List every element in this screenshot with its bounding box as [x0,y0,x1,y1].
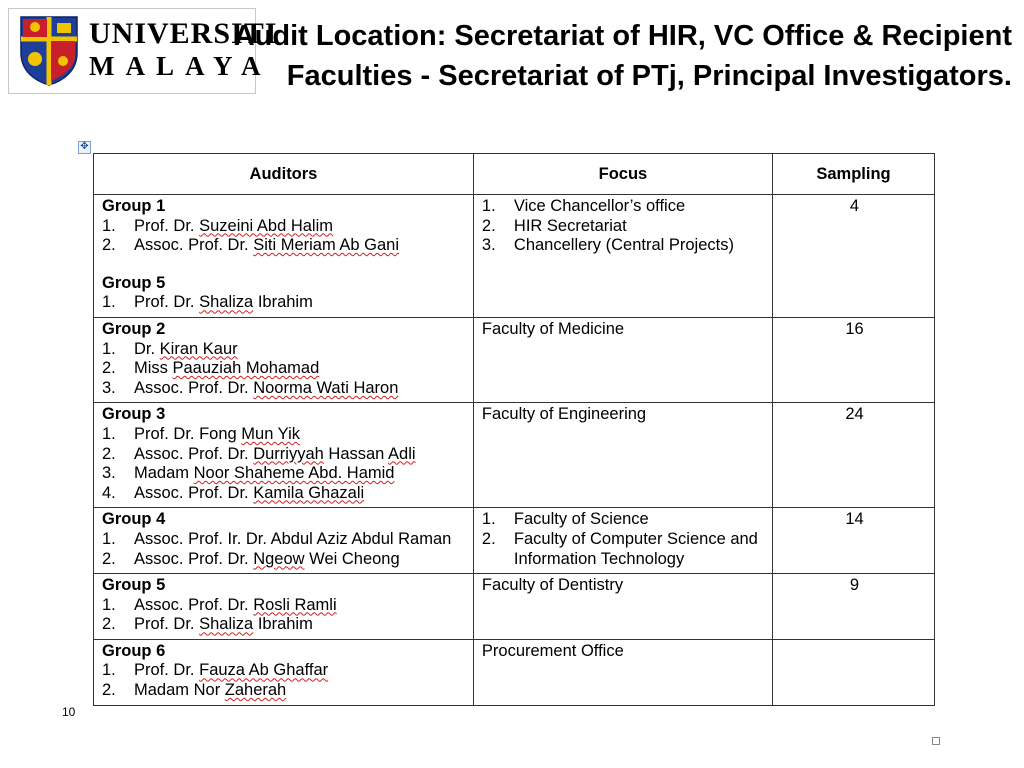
auditor-item [102,379,467,399]
list-number: 3. [481,236,496,255]
group-name: Group 6 [102,641,166,660]
focus-text: Faculty of Science [513,510,649,529]
slide-number: 10 [62,705,76,719]
proper-name: Noorma Wati Haron [253,378,399,397]
list-number: 2. [481,216,496,235]
list-number: 3. [102,464,116,483]
auditor-item [102,340,467,360]
focus-cell [473,195,772,318]
focus-item [482,510,766,530]
group-spacer [102,256,467,274]
proper-name: Mun Yik [241,424,300,443]
group-name: Group 2 [102,319,166,338]
list-number: 1. [481,510,496,529]
auditor-name: Prof. Dr. Fauza Ab Ghaffar [134,661,329,680]
auditors-cell [94,317,474,402]
auditor-name: Prof. Dr. Shaliza Ibrahim [134,615,313,634]
list-number: 2. [102,615,116,634]
proper-name: Shaliza [199,615,254,634]
auditor-list [102,340,467,399]
list-number: 2. [102,236,116,255]
focus-list [482,510,766,569]
slide-title: Audit Location: Secretariat of HIR, VC Office & Recipient Faculties - Secretariat of PTj, Principal Investigators. [233,20,1012,92]
audit-table [93,153,935,706]
auditor-name: Prof. Dr. Shaliza Ibrahim [134,293,313,312]
auditor-list [102,293,467,313]
auditor-item [102,484,467,504]
auditor-name: Assoc. Prof. Ir. Dr. Abdul Aziz Abdul Raman [134,529,452,548]
auditor-name: Dr. Kiran Kaur [134,339,238,358]
list-number: 2. [102,359,116,378]
proper-name: Suzeini Abd Halim [199,216,334,235]
focus-text: Faculty of Dentistry [481,576,624,595]
logo-text-malaya: MALAYA [89,51,272,81]
proper-name: Zaherah [224,681,287,700]
focus-cell [473,317,772,402]
header-sampling: Sampling [772,154,934,195]
list-number: 2. [481,529,496,548]
auditor-list [102,596,467,635]
table-row [94,195,935,318]
focus-text: Faculty of Computer Science and Information Technology [513,529,758,568]
auditor-name: Miss Paauziah Mohamad [134,359,320,378]
auditor-item [102,681,467,701]
list-number: 2. [102,681,116,700]
auditor-item [102,425,467,445]
focus-text: Faculty of Medicine [481,319,625,338]
focus-cell [473,508,772,574]
auditor-item [102,445,467,465]
proper-name: Durriyyah [253,444,324,463]
proper-name: Rosli Ramli [253,595,337,614]
list-number: 1. [102,661,116,680]
auditor-item [102,217,467,237]
auditor-name: Madam Nor Zaherah [134,681,287,700]
auditor-name: Madam Noor Shaheme Abd. Hamid [134,464,395,483]
auditor-list [102,217,467,256]
focus-cell [473,639,772,705]
sampling-cell: 4 [772,195,934,318]
auditor-item [102,530,467,550]
auditor-item [102,293,467,313]
list-number: 1. [102,529,116,548]
group-name: Group 5 [102,273,166,292]
proper-name: Shaliza [199,293,254,312]
auditor-item [102,236,467,256]
proper-name: Ngeow [253,549,305,568]
proper-name: Kamila Ghazali [253,483,365,502]
focus-item [482,236,766,256]
group-name: Group 3 [102,405,166,424]
list-number: 2. [102,444,116,463]
logo-text-universiti: UNIVERSITI [89,17,278,50]
list-number: 4. [102,483,116,502]
auditor-name: Prof. Dr. Fong Mun Yik [134,424,300,443]
group-name: Group 4 [102,510,166,529]
auditors-cell [94,574,474,640]
auditor-name: Assoc. Prof. Dr. Kamila Ghazali [134,483,365,502]
auditors-cell [94,195,474,318]
table-row [94,508,935,574]
auditor-name: Prof. Dr. Suzeini Abd Halim [134,216,334,235]
group-name: Group 1 [102,197,166,215]
group-name: Group 5 [102,576,166,595]
auditor-list [102,661,467,700]
list-number: 3. [102,378,116,397]
auditors-cell [94,639,474,705]
proper-name: Kiran Kaur [159,339,238,358]
header-auditors: Auditors [94,154,474,195]
auditor-item [102,464,467,484]
focus-text: HIR Secretariat [513,216,627,235]
list-number: 1. [102,424,116,443]
auditors-cell [94,508,474,574]
focus-list [482,197,766,256]
focus-item [482,530,766,569]
proper-name: Siti Meriam Ab Gani [253,236,400,255]
auditor-item [102,359,467,379]
focus-text: Procurement Office [481,641,624,660]
table-header-row [94,154,935,195]
auditor-name: Assoc. Prof. Dr. Siti Meriam Ab Gani [134,236,400,255]
auditor-name: Assoc. Prof. Dr. Durriyyah Hassan Adli [134,444,416,463]
auditor-item [102,661,467,681]
auditor-list [102,530,467,569]
sampling-cell: 24 [772,403,934,508]
proper-name: Fauza Ab Ghaffar [199,661,329,680]
list-number: 1. [102,595,116,614]
focus-item [482,217,766,237]
auditor-list [102,425,467,503]
table-row [94,639,935,705]
proper-name: Paauziah Mohamad [172,359,320,378]
list-number: 1. [102,293,116,312]
focus-item [482,197,766,217]
proper-name: Noor Shaheme Abd. Hamid [193,464,395,483]
sampling-cell: 14 [772,508,934,574]
auditor-name: Assoc. Prof. Dr. Ngeow Wei Cheong [134,549,400,568]
focus-cell [473,574,772,640]
auditor-name: Assoc. Prof. Dr. Rosli Ramli [134,595,337,614]
table-resize-handle[interactable] [932,737,940,745]
auditor-item [102,596,467,616]
proper-name: Adli [388,444,416,463]
auditor-item [102,615,467,635]
header-focus: Focus [473,154,772,195]
list-number: 1. [102,216,116,235]
focus-text: Chancellery (Central Projects) [513,236,734,255]
table-move-handle-icon[interactable]: ✥ [78,141,91,154]
table-row [94,574,935,640]
list-number: 1. [481,197,496,215]
sampling-cell [772,639,934,705]
list-number: 2. [102,549,116,568]
auditor-name: Assoc. Prof. Dr. Noorma Wati Haron [134,378,399,397]
sampling-cell: 9 [772,574,934,640]
focus-cell [473,403,772,508]
auditors-cell [94,403,474,508]
table-row [94,403,935,508]
sampling-cell: 16 [772,317,934,402]
focus-text: Vice Chancellor’s office [513,197,686,215]
crest-icon [17,15,81,87]
focus-text: Faculty of Engineering [481,405,647,424]
table-row [94,317,935,402]
list-number: 1. [102,339,116,358]
auditor-item [102,550,467,570]
